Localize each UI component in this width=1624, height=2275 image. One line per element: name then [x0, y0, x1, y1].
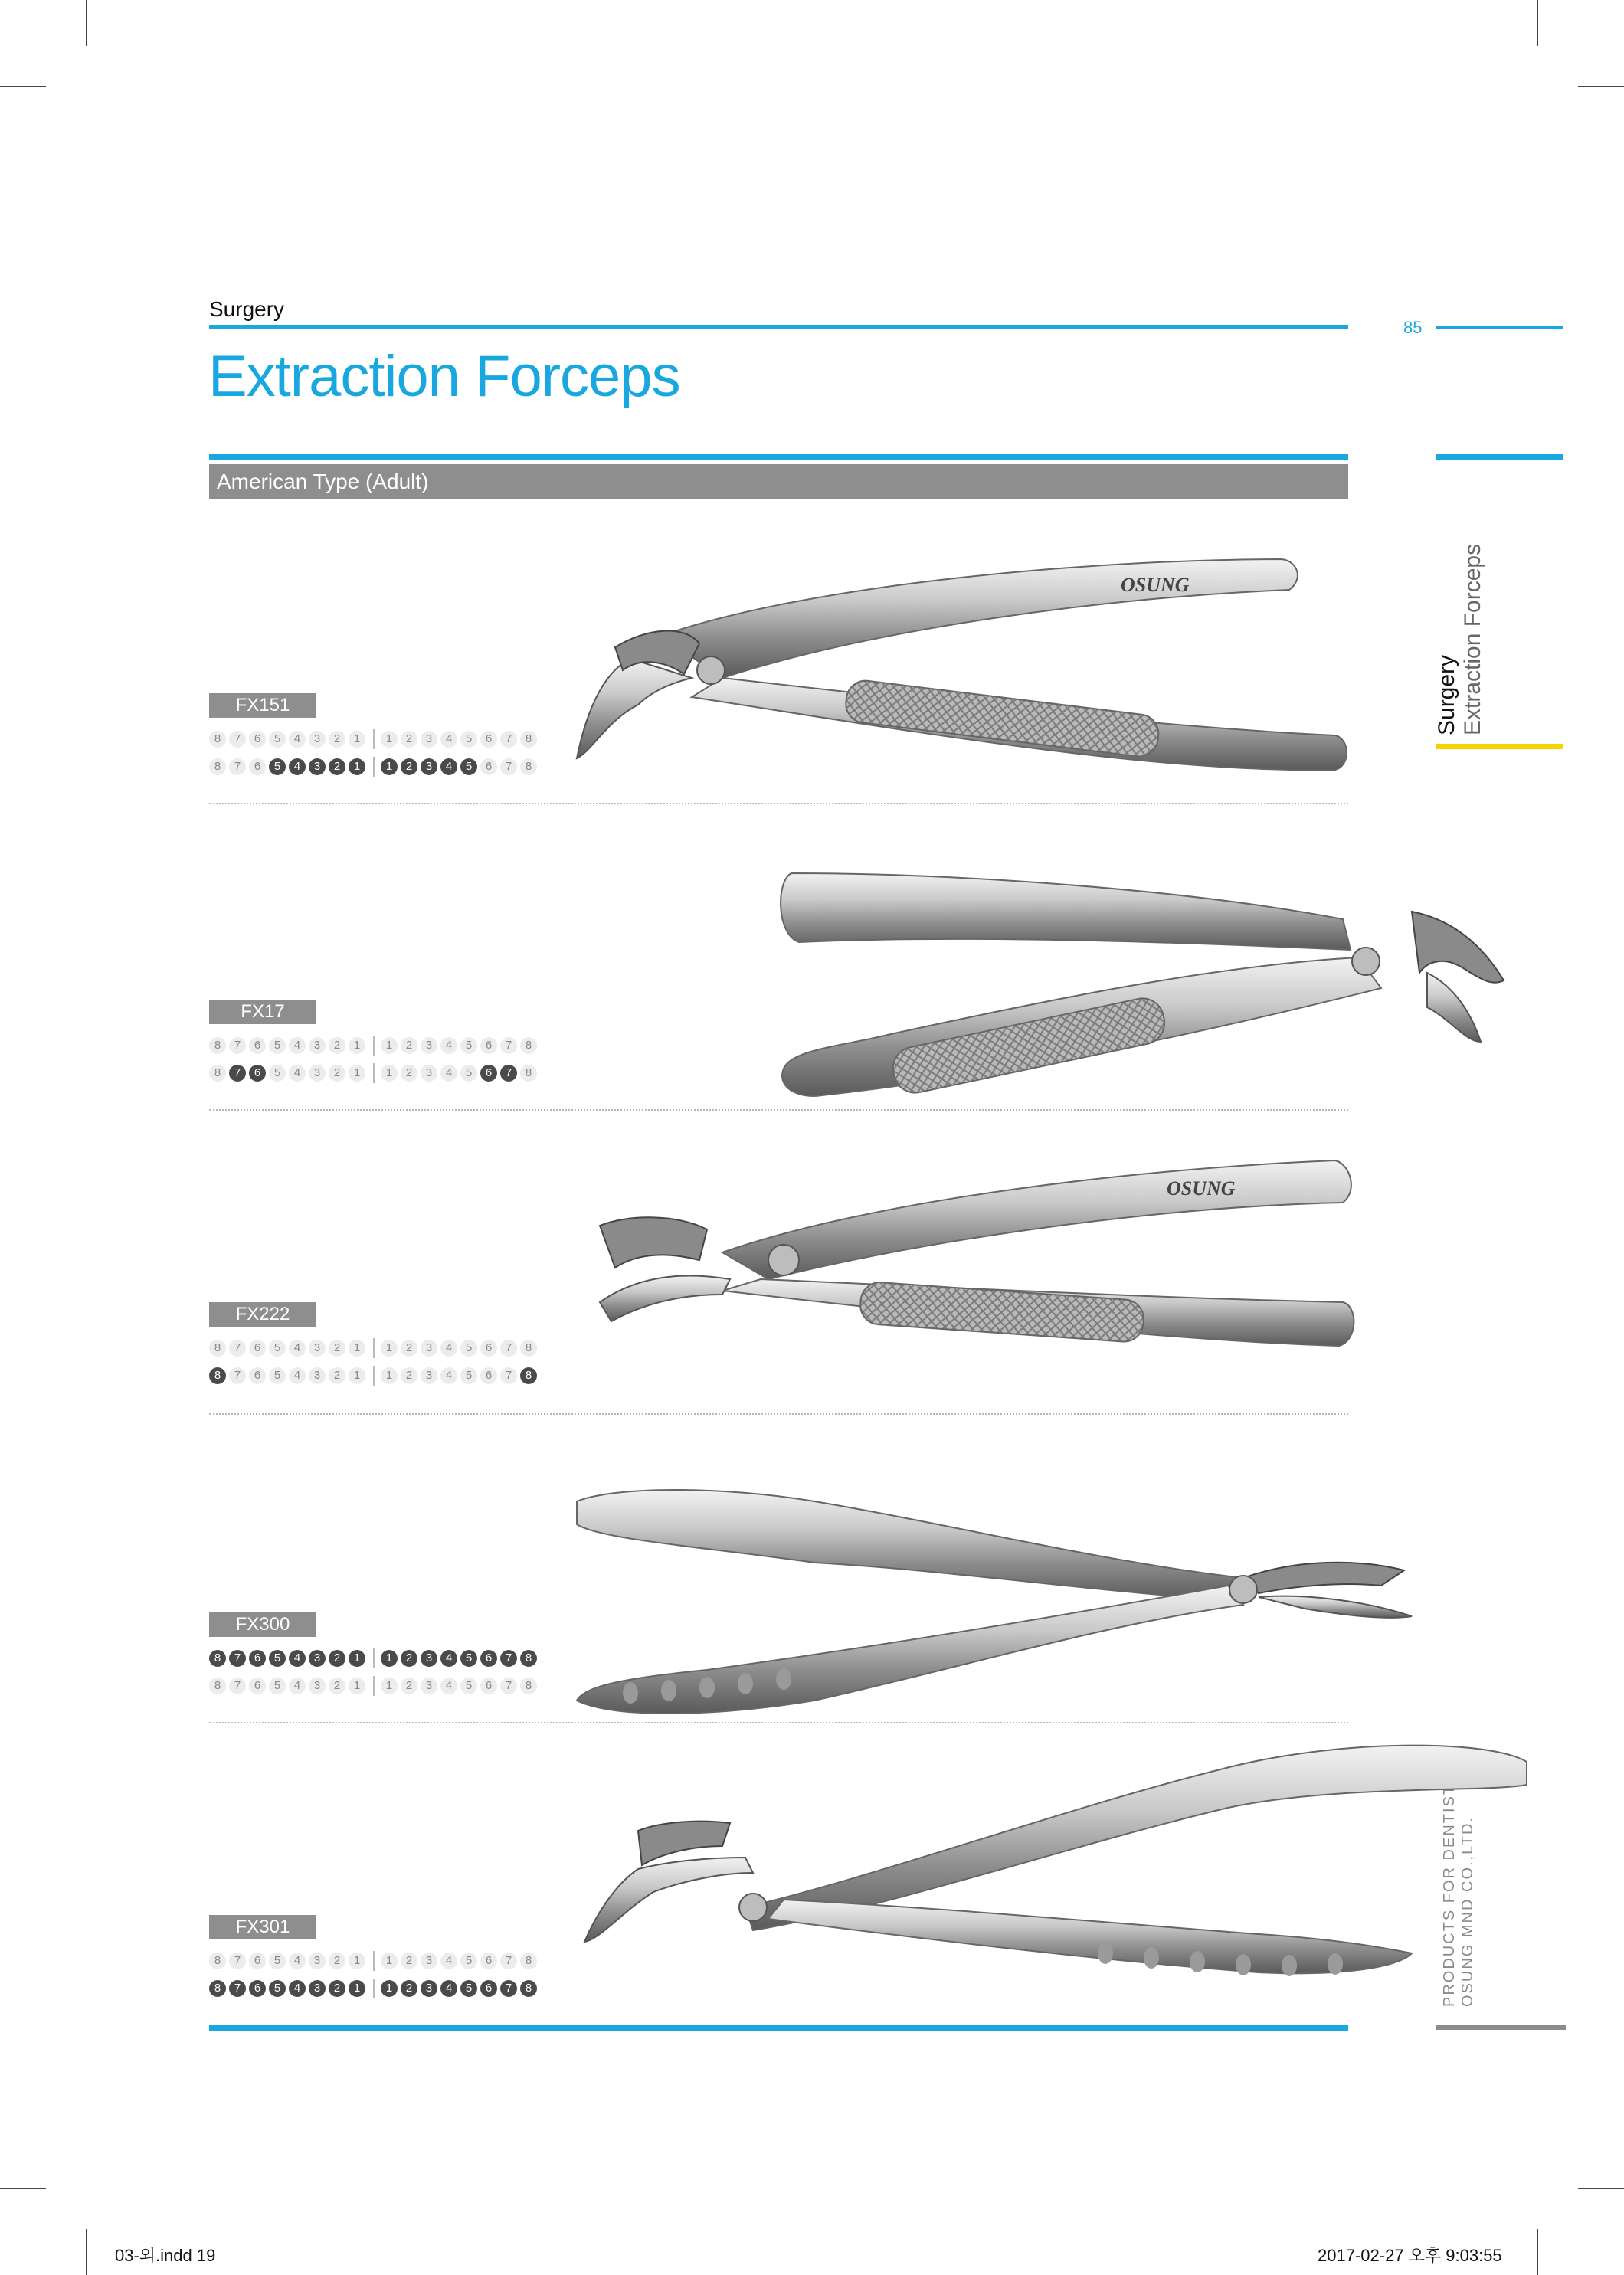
tooth-lower-left-5: 5	[269, 1367, 286, 1384]
tooth-upper-right-2: 2	[401, 1650, 417, 1667]
tooth-lower-left-6: 6	[249, 1065, 266, 1082]
tooth-upper-left-4: 4	[289, 1650, 306, 1667]
tooth-lower-right-2: 2	[401, 1678, 417, 1694]
tooth-lower-right-3: 3	[421, 1980, 437, 1997]
product-code: FX301	[209, 1915, 316, 1939]
tooth-upper-right-6: 6	[480, 1953, 497, 1969]
tooth-upper-left-2: 2	[329, 1037, 345, 1054]
product-divider	[209, 1109, 1348, 1111]
tooth-upper-left-7: 7	[229, 1037, 246, 1054]
product-code: FX151	[209, 693, 316, 718]
tooth-lower-left-2: 2	[329, 758, 345, 775]
tooth-lower-left-5: 5	[269, 1065, 286, 1082]
forceps-fx301-image	[569, 1731, 1550, 1984]
crop-mark	[1578, 2188, 1624, 2189]
product-divider	[209, 1413, 1348, 1415]
tooth-upper-right-6: 6	[480, 731, 497, 748]
tooth-lower-left-2: 2	[329, 1678, 345, 1694]
tooth-upper-left-2: 2	[329, 1650, 345, 1667]
tooth-lower-left-1: 1	[349, 758, 365, 775]
forceps-fx17-image	[569, 858, 1550, 1111]
tooth-lower-right-7: 7	[500, 1065, 517, 1082]
tooth-upper-left-5: 5	[269, 1340, 286, 1357]
product-divider	[209, 1722, 1348, 1723]
tooth-upper-right-1: 1	[381, 731, 398, 748]
tooth-upper-right-6: 6	[480, 1340, 497, 1357]
tooth-chart-upper-row	[209, 1034, 540, 1057]
tooth-upper-left-3: 3	[309, 1037, 326, 1054]
tooth-lower-left-4: 4	[289, 758, 306, 775]
tooth-lower-left-1: 1	[349, 1980, 365, 1997]
tooth-lower-left-4: 4	[289, 1065, 306, 1082]
tooth-upper-right-5: 5	[460, 1340, 477, 1357]
tooth-upper-left-1: 1	[349, 1340, 365, 1357]
product-fx301	[209, 1731, 1348, 2015]
company-line-1: PRODUCTS FOR DENTISTRY	[1441, 1759, 1458, 2007]
product-divider	[209, 803, 1348, 804]
section-label: Surgery	[209, 297, 285, 321]
tooth-lower-left-3: 3	[309, 1367, 326, 1384]
tooth-upper-left-6: 6	[249, 1037, 266, 1054]
tooth-upper-right-6: 6	[480, 1650, 497, 1667]
tooth-upper-right-4: 4	[440, 1953, 457, 1969]
tooth-lower-right-4: 4	[440, 758, 457, 775]
tooth-upper-left-3: 3	[309, 1650, 326, 1667]
tooth-upper-right-5: 5	[460, 1953, 477, 1969]
tooth-upper-left-7: 7	[229, 1650, 246, 1667]
tooth-lower-left-4: 4	[289, 1678, 306, 1694]
tooth-lower-right-8: 8	[520, 1678, 537, 1694]
tooth-upper-right-2: 2	[401, 1340, 417, 1357]
page-title: Extraction Forceps	[208, 344, 680, 409]
tooth-upper-right-7: 7	[500, 731, 517, 748]
crop-mark	[0, 2188, 46, 2189]
tooth-lower-right-4: 4	[440, 1980, 457, 1997]
tooth-midline	[373, 1951, 375, 1971]
tooth-lower-left-5: 5	[269, 1980, 286, 1997]
tooth-chart-lower-row	[209, 755, 540, 778]
tooth-lower-left-8: 8	[209, 1367, 226, 1384]
sidebar-subcategory-label: Extraction Forceps	[1460, 543, 1485, 735]
page-number-rule	[1436, 326, 1563, 329]
tooth-lower-left-7: 7	[229, 1678, 246, 1694]
subsection-bar: American Type (Adult)	[209, 464, 1348, 499]
tooth-chart	[209, 728, 540, 783]
product-code: FX222	[209, 1302, 316, 1327]
product-code: FX17	[209, 1000, 316, 1024]
tooth-chart	[209, 1034, 540, 1089]
tooth-lower-left-2: 2	[329, 1980, 345, 1997]
tooth-upper-right-3: 3	[421, 1340, 437, 1357]
tooth-upper-left-3: 3	[309, 1953, 326, 1969]
tooth-lower-right-6: 6	[480, 758, 497, 775]
tooth-upper-right-7: 7	[500, 1037, 517, 1054]
company-line-2: OSUNG MND CO.,LTD.	[1459, 1816, 1476, 2007]
tooth-upper-left-5: 5	[269, 1037, 286, 1054]
tooth-chart-lower-row	[209, 1062, 540, 1085]
header-rule	[209, 325, 1348, 329]
tooth-upper-left-1: 1	[349, 1650, 365, 1667]
tooth-lower-right-4: 4	[440, 1678, 457, 1694]
tooth-lower-left-8: 8	[209, 758, 226, 775]
tooth-lower-left-8: 8	[209, 1065, 226, 1082]
tooth-upper-left-3: 3	[309, 1340, 326, 1357]
tooth-midline	[373, 1979, 375, 1998]
tooth-lower-right-8: 8	[520, 1367, 537, 1384]
tooth-midline	[373, 1366, 375, 1386]
tooth-lower-right-8: 8	[520, 758, 537, 775]
tooth-lower-right-3: 3	[421, 758, 437, 775]
tooth-upper-left-6: 6	[249, 1340, 266, 1357]
page-number: 85	[1403, 318, 1423, 337]
tooth-upper-left-6: 6	[249, 1953, 266, 1969]
crop-mark	[1537, 0, 1538, 46]
tooth-upper-left-2: 2	[329, 1953, 345, 1969]
tooth-upper-left-6: 6	[249, 731, 266, 748]
tooth-midline	[373, 1036, 375, 1056]
tooth-upper-right-4: 4	[440, 731, 457, 748]
tooth-midline	[373, 1063, 375, 1083]
product-code: FX300	[209, 1612, 316, 1637]
product-fx222	[209, 1118, 1348, 1425]
tooth-lower-left-8: 8	[209, 1678, 226, 1694]
tooth-lower-right-7: 7	[500, 1367, 517, 1384]
crop-mark	[1537, 2229, 1538, 2275]
crop-mark	[1578, 86, 1624, 87]
tooth-upper-right-8: 8	[520, 1037, 537, 1054]
tooth-midline	[373, 757, 375, 777]
tooth-midline	[373, 1648, 375, 1668]
tooth-chart-upper-row	[209, 1949, 540, 1972]
tooth-upper-left-8: 8	[209, 1037, 226, 1054]
tooth-lower-left-1: 1	[349, 1367, 365, 1384]
tooth-lower-left-3: 3	[309, 1065, 326, 1082]
tooth-lower-left-3: 3	[309, 758, 326, 775]
tooth-lower-right-4: 4	[440, 1367, 457, 1384]
brand-mark: OSUNG	[1121, 574, 1190, 596]
tooth-lower-right-6: 6	[480, 1065, 497, 1082]
tooth-upper-left-1: 1	[349, 1953, 365, 1969]
crop-mark	[86, 0, 87, 46]
tooth-upper-right-6: 6	[480, 1037, 497, 1054]
tooth-upper-left-4: 4	[289, 1037, 306, 1054]
tooth-lower-left-6: 6	[249, 758, 266, 775]
tooth-lower-left-3: 3	[309, 1980, 326, 1997]
tooth-chart-lower-row	[209, 1364, 540, 1387]
tooth-lower-right-5: 5	[460, 758, 477, 775]
tooth-upper-right-2: 2	[401, 1953, 417, 1969]
tooth-upper-right-8: 8	[520, 1953, 537, 1969]
tooth-lower-right-8: 8	[520, 1980, 537, 1997]
tooth-upper-left-7: 7	[229, 731, 246, 748]
tooth-chart-lower-row	[209, 1977, 540, 2000]
tooth-lower-right-6: 6	[480, 1678, 497, 1694]
tooth-lower-right-7: 7	[500, 758, 517, 775]
tooth-chart-upper-row	[209, 1337, 540, 1360]
tooth-upper-left-2: 2	[329, 1340, 345, 1357]
tooth-upper-right-4: 4	[440, 1037, 457, 1054]
tooth-lower-right-3: 3	[421, 1065, 437, 1082]
tooth-upper-left-8: 8	[209, 731, 226, 748]
tooth-lower-left-2: 2	[329, 1065, 345, 1082]
tooth-lower-left-7: 7	[229, 758, 246, 775]
tooth-lower-right-3: 3	[421, 1367, 437, 1384]
tooth-upper-left-4: 4	[289, 1953, 306, 1969]
tooth-midline	[373, 1676, 375, 1696]
tooth-lower-right-4: 4	[440, 1065, 457, 1082]
tooth-upper-right-2: 2	[401, 731, 417, 748]
tooth-lower-left-7: 7	[229, 1367, 246, 1384]
tooth-chart	[209, 1949, 540, 2005]
tooth-upper-right-5: 5	[460, 731, 477, 748]
tooth-lower-left-4: 4	[289, 1980, 306, 1997]
tooth-upper-right-3: 3	[421, 1037, 437, 1054]
tooth-midline	[373, 729, 375, 749]
tooth-upper-left-5: 5	[269, 1650, 286, 1667]
tooth-upper-right-8: 8	[520, 1650, 537, 1667]
tooth-lower-right-5: 5	[460, 1980, 477, 1997]
tooth-lower-right-1: 1	[381, 1367, 398, 1384]
tooth-upper-left-7: 7	[229, 1953, 246, 1969]
tooth-lower-left-3: 3	[309, 1678, 326, 1694]
tooth-upper-right-1: 1	[381, 1340, 398, 1357]
tooth-lower-left-1: 1	[349, 1678, 365, 1694]
tooth-upper-left-1: 1	[349, 1037, 365, 1054]
footer-file: 03-외.indd 19	[115, 2246, 216, 2265]
tooth-lower-right-6: 6	[480, 1367, 497, 1384]
tooth-upper-right-8: 8	[520, 731, 537, 748]
tooth-lower-right-2: 2	[401, 1065, 417, 1082]
tooth-lower-left-4: 4	[289, 1367, 306, 1384]
tooth-upper-left-8: 8	[209, 1340, 226, 1357]
tooth-upper-left-8: 8	[209, 1953, 226, 1969]
tooth-upper-left-4: 4	[289, 731, 306, 748]
tooth-upper-left-5: 5	[269, 731, 286, 748]
tooth-midline	[373, 1338, 375, 1358]
tooth-upper-left-4: 4	[289, 1340, 306, 1357]
product-fx300	[209, 1425, 1348, 1731]
tooth-upper-right-5: 5	[460, 1037, 477, 1054]
tooth-lower-left-1: 1	[349, 1065, 365, 1082]
tooth-upper-left-6: 6	[249, 1650, 266, 1667]
title-band	[209, 454, 1348, 460]
tooth-lower-left-7: 7	[229, 1065, 246, 1082]
tooth-lower-right-5: 5	[460, 1065, 477, 1082]
tooth-upper-right-3: 3	[421, 1953, 437, 1969]
tooth-lower-left-6: 6	[249, 1980, 266, 1997]
tooth-upper-right-7: 7	[500, 1650, 517, 1667]
sidebar-top-rule	[1436, 454, 1563, 460]
brand-mark: OSUNG	[1167, 1177, 1236, 1200]
tooth-lower-left-5: 5	[269, 758, 286, 775]
tooth-upper-left-8: 8	[209, 1650, 226, 1667]
tooth-lower-left-7: 7	[229, 1980, 246, 1997]
tooth-lower-left-8: 8	[209, 1980, 226, 1997]
crop-mark	[86, 2229, 87, 2275]
tooth-upper-left-1: 1	[349, 731, 365, 748]
tooth-chart-upper-row	[209, 1647, 540, 1670]
tooth-lower-right-1: 1	[381, 1678, 398, 1694]
tooth-lower-right-8: 8	[520, 1065, 537, 1082]
tooth-upper-right-1: 1	[381, 1037, 398, 1054]
tooth-lower-right-3: 3	[421, 1678, 437, 1694]
tooth-lower-right-1: 1	[381, 1065, 398, 1082]
tooth-lower-left-6: 6	[249, 1367, 266, 1384]
tooth-lower-right-6: 6	[480, 1980, 497, 1997]
tooth-upper-right-3: 3	[421, 1650, 437, 1667]
product-fx17	[209, 812, 1348, 1118]
tooth-lower-left-5: 5	[269, 1678, 286, 1694]
tooth-upper-right-4: 4	[440, 1650, 457, 1667]
tooth-upper-right-5: 5	[460, 1650, 477, 1667]
tooth-lower-right-2: 2	[401, 1367, 417, 1384]
tooth-upper-right-8: 8	[520, 1340, 537, 1357]
footer-rule	[209, 2025, 1348, 2031]
tooth-lower-right-2: 2	[401, 758, 417, 775]
tooth-lower-right-5: 5	[460, 1367, 477, 1384]
tooth-upper-left-3: 3	[309, 731, 326, 748]
forceps-fx222-image	[569, 1138, 1550, 1383]
tooth-chart-lower-row	[209, 1674, 540, 1697]
tooth-chart-upper-row	[209, 728, 540, 751]
tooth-upper-left-7: 7	[229, 1340, 246, 1357]
footer-timestamp: 2017-02-27 오후 9:03:55	[1318, 2246, 1502, 2265]
tooth-chart	[209, 1647, 540, 1702]
forceps-fx151-image	[569, 544, 1550, 789]
tooth-upper-right-4: 4	[440, 1340, 457, 1357]
sidebar-category-label: Surgery	[1434, 654, 1459, 735]
tooth-upper-right-3: 3	[421, 731, 437, 748]
forceps-fx300-image	[569, 1471, 1550, 1723]
crop-mark	[0, 86, 46, 87]
tooth-lower-right-2: 2	[401, 1980, 417, 1997]
tooth-upper-left-5: 5	[269, 1953, 286, 1969]
tooth-lower-right-5: 5	[460, 1678, 477, 1694]
tooth-upper-right-1: 1	[381, 1953, 398, 1969]
tooth-chart	[209, 1337, 540, 1392]
tooth-lower-right-7: 7	[500, 1980, 517, 1997]
tooth-upper-right-7: 7	[500, 1953, 517, 1969]
sidebar-bottom-rule	[1436, 2025, 1566, 2030]
product-fx151	[209, 506, 1348, 804]
tooth-lower-right-1: 1	[381, 758, 398, 775]
tooth-upper-left-2: 2	[329, 731, 345, 748]
tooth-lower-right-1: 1	[381, 1980, 398, 1997]
tooth-upper-right-2: 2	[401, 1037, 417, 1054]
tooth-upper-right-7: 7	[500, 1340, 517, 1357]
tooth-lower-left-2: 2	[329, 1367, 345, 1384]
tooth-upper-right-1: 1	[381, 1650, 398, 1667]
tooth-lower-left-6: 6	[249, 1678, 266, 1694]
tooth-lower-right-7: 7	[500, 1678, 517, 1694]
